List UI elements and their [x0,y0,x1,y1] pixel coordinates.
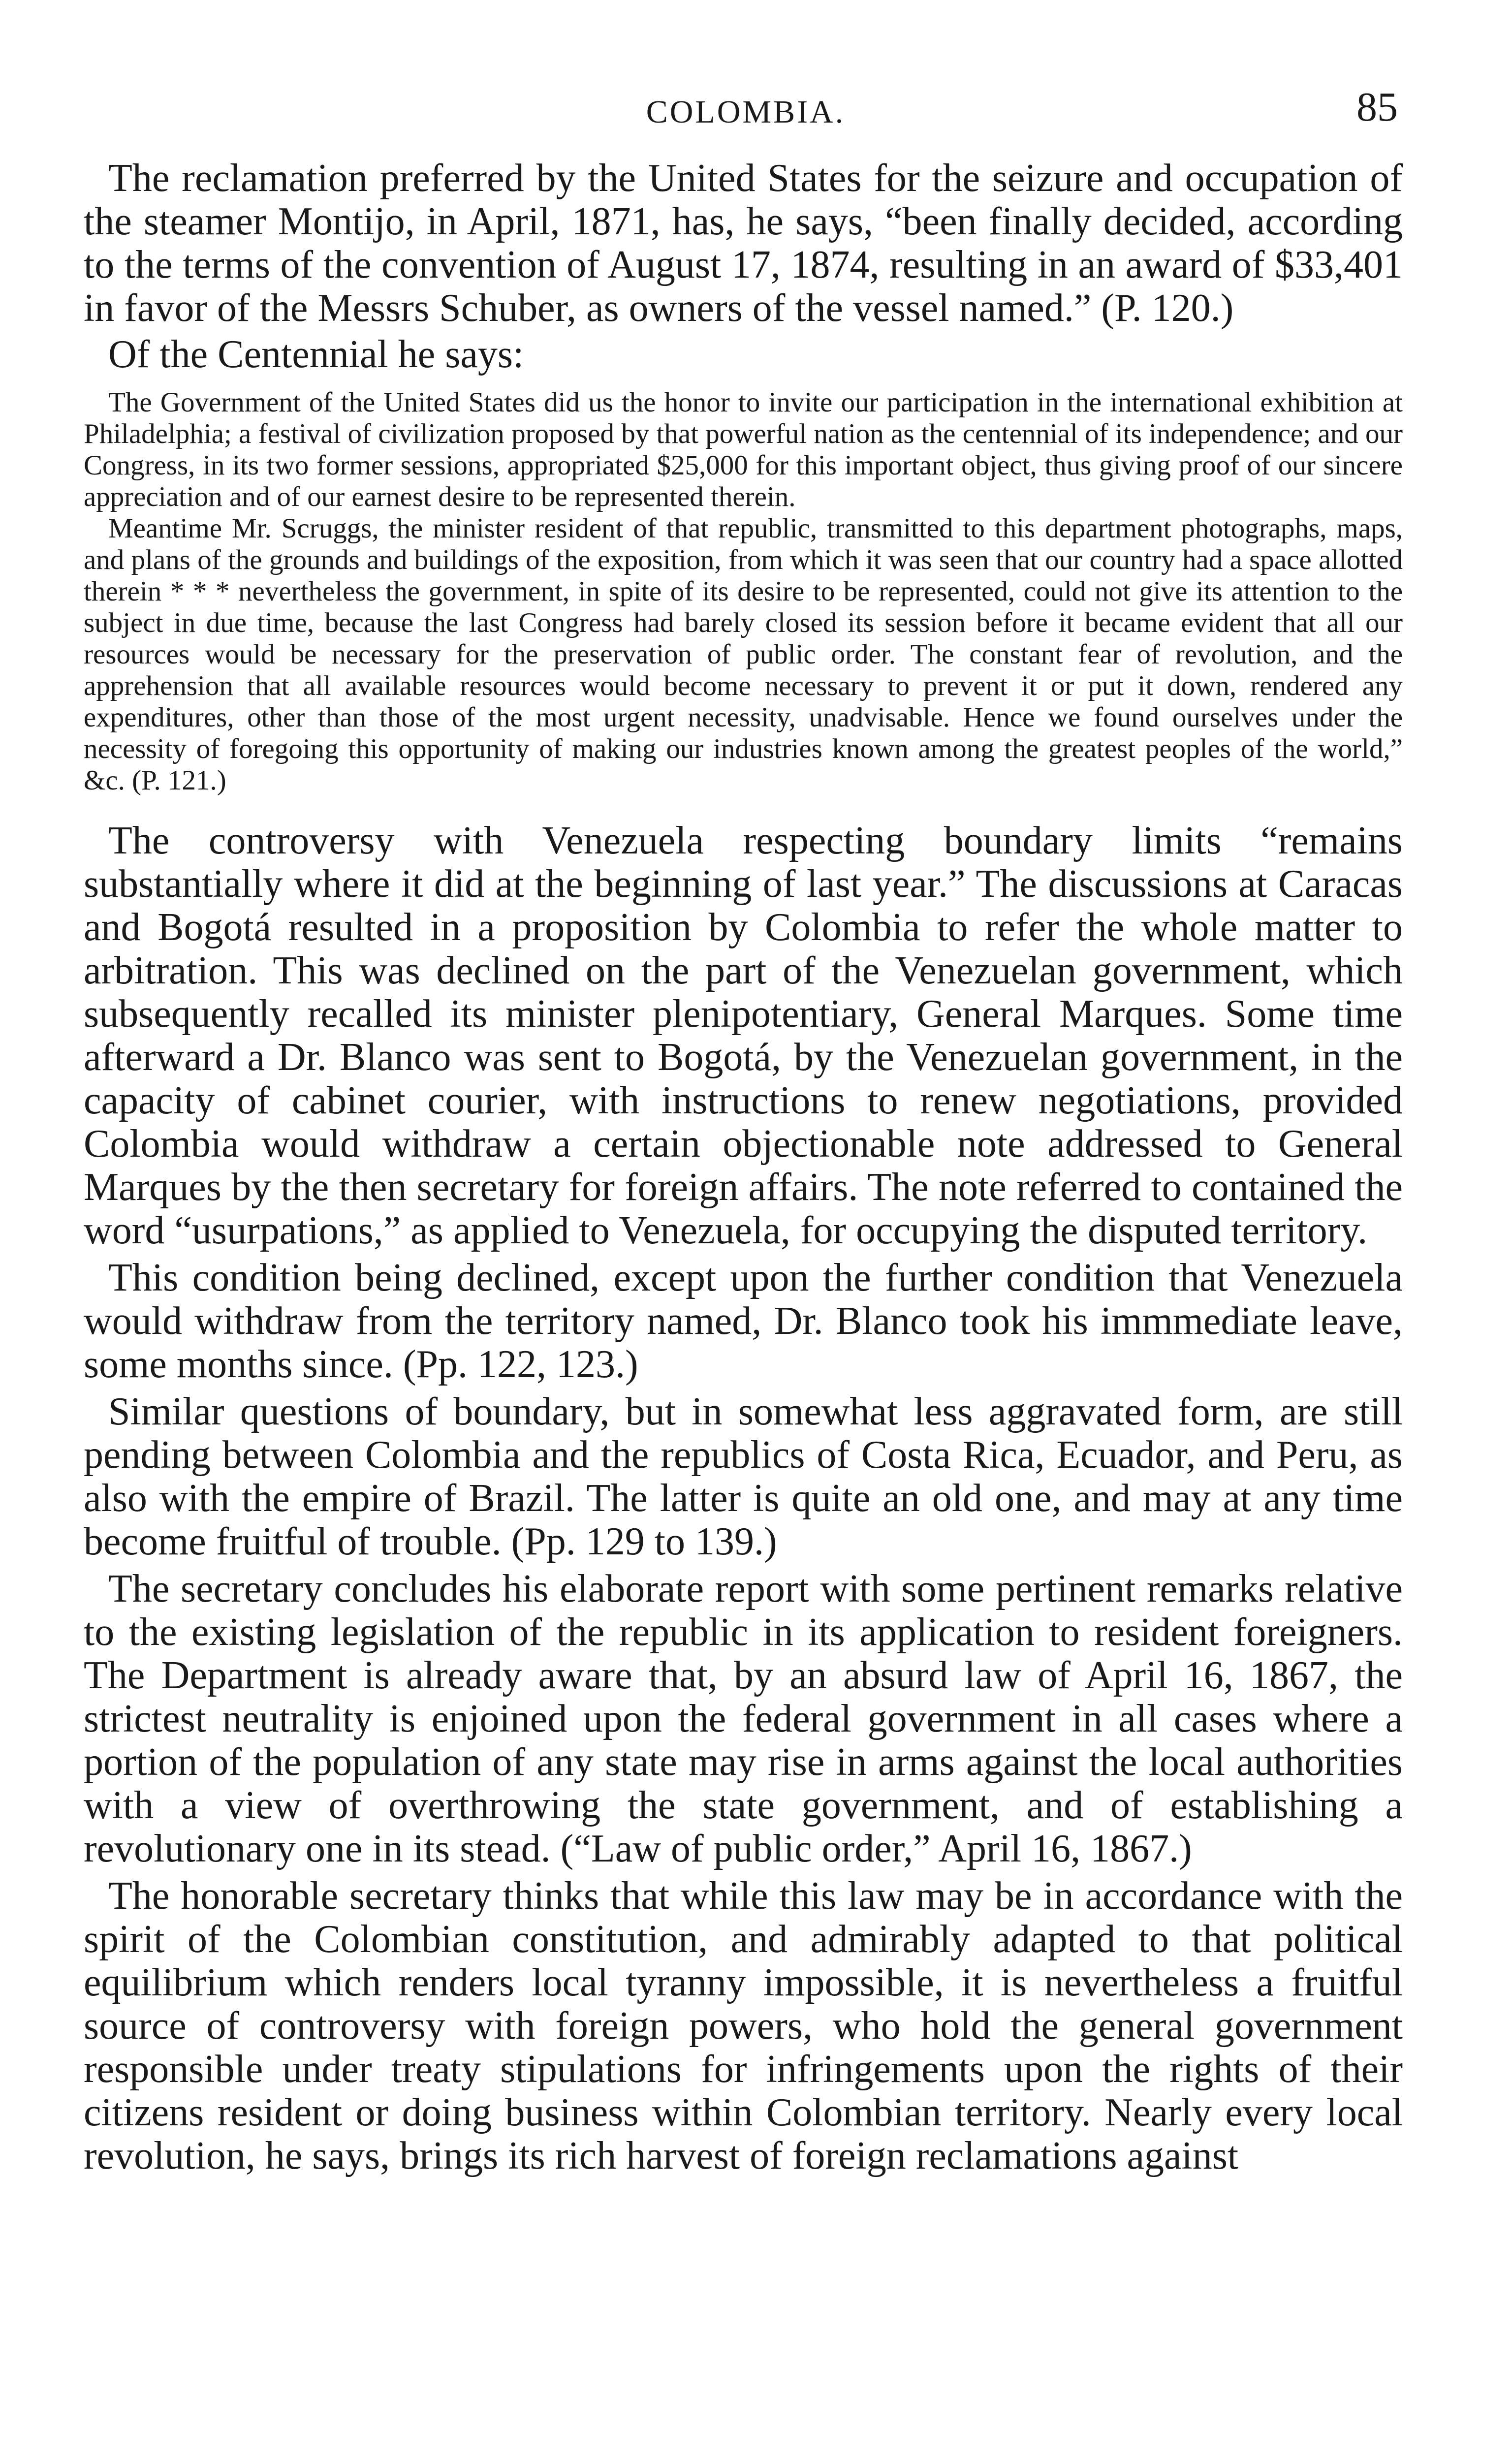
quote-paragraph-scruggs: Meantime Mr. Scruggs, the minister resident of that republic, transmitted to this department photographs, maps, and plans of the grounds and buildings of the exposition, from which it was seen that our country had a space allotted therein * * * nevertheless the government, in spite of its desire to be represented, could not give its attention to the subject in due time, because the last Congress had barely closed its session before it became evident that all our resources would be necessary for the preservation of public order. The constant fear of revolution, and the apprehension that all available resources would become necessary to prevent it or put it down, rendered any expenditures, other than those of the most urgent necessity, unadvisable. Hence we found ourselves under the necessity of foregoing this opportunity of making our industries known among the greatest peoples of the world,” &c. (P. 121.) [84,513,1403,796]
paragraph-boundary: Similar questions of boundary, but in somewhat less aggravated form, are still pending between Colombia and the republics of Costa Rica, Ecuador, and Peru, as also with the empire of Brazil. The latter is quite an old one, and may at any time become fruitful of trouble. (Pp. 129 to 139.) [84,1390,1403,1563]
body-text [84,157,1403,2177]
quote-paragraph-exhibition: The Government of the United States did us the honor to invite our participation in the international exhibition at Philadelphia; a festival of civilization proposed by that powerful nation as the centennial of its independence; and our Congress, in its two former sessions, appropriated $25,000 for this important object, thus giving proof of our sincere appreciation and of our earnest desire to be represented therein. [84,387,1403,512]
paragraph-centennial-intro: Of the Centennial he says: [108,333,524,376]
block-quote [84,387,1403,796]
page-header [94,83,1398,137]
paragraph-blanco: This condition being declined, except upon the further condition that Venezuela would withdraw from the territory named, Dr. Blanco took his immmediate leave, some months since. (Pp. 122, 123.) [84,1256,1403,1386]
paragraph-secretary-report: The secretary concludes his elaborate report with some pertinent remarks relative to the existing legislation of the republic in its application to resident foreigners. The Department is already aware that, by an absurd law of April 16, 1867, the strictest neutrality is enjoined upon the federal government in all cases where a portion of the population of any state may rise in arms against the local authorities with a view of overthrowing the state government, and of establishing a revolutionary one in its stead. (“Law of public order,” April 16, 1867.) [84,1567,1403,1870]
page-number: 85 [1356,84,1398,130]
paragraph-montijo: The reclamation preferred by the United States for the seizure and occupation of the steamer Montijo, in April, 1871, has, he says, “been finally decided, according to the terms of the convention of August 17, 1874, resulting in an award of $33,401 in favor of the Messrs Schuber, as owners of the vessel named.” (P. 120.) [84,157,1403,330]
paragraph-neutrality-law: The honorable secretary thinks that while this law may be in accordance with the spirit of the Colombian constitution, and admirably adapted to that political equilibrium which renders local tyranny impossible, it is nevertheless a fruitful source of controversy with foreign powers, who hold the general government responsible under treaty stipulations for infringements upon the rights of their citizens resident or doing business within Colombian territory. Nearly every local revolution, he says, brings its rich harvest of foreign reclamations against [84,1874,1403,2177]
paragraph-venezuela: The controversy with Venezuela respecting boundary limits “remains substantially where it did at the beginning of last year.” The discussions at Caracas and Bogotá resulted in a proposition by Colombia to refer the whole matter to arbitration. This was declined on the part of the Venezuelan government, which subsequently recalled its minister plenipotentiary, General Marques. Some time afterward a Dr. Blanco was sent to Bogotá, by the Venezuelan government, in the capacity of cabinet courier, with instructions to renew negotiations, provided Colombia would withdraw a certain objectionable note addressed to General Marques by the then secretary for foreign affairs. The note referred to contained the word “usurpations,” as applied to Venezuela, for occupying the disputed territory. [84,819,1403,1252]
running-head: COLOMBIA. [646,94,846,130]
